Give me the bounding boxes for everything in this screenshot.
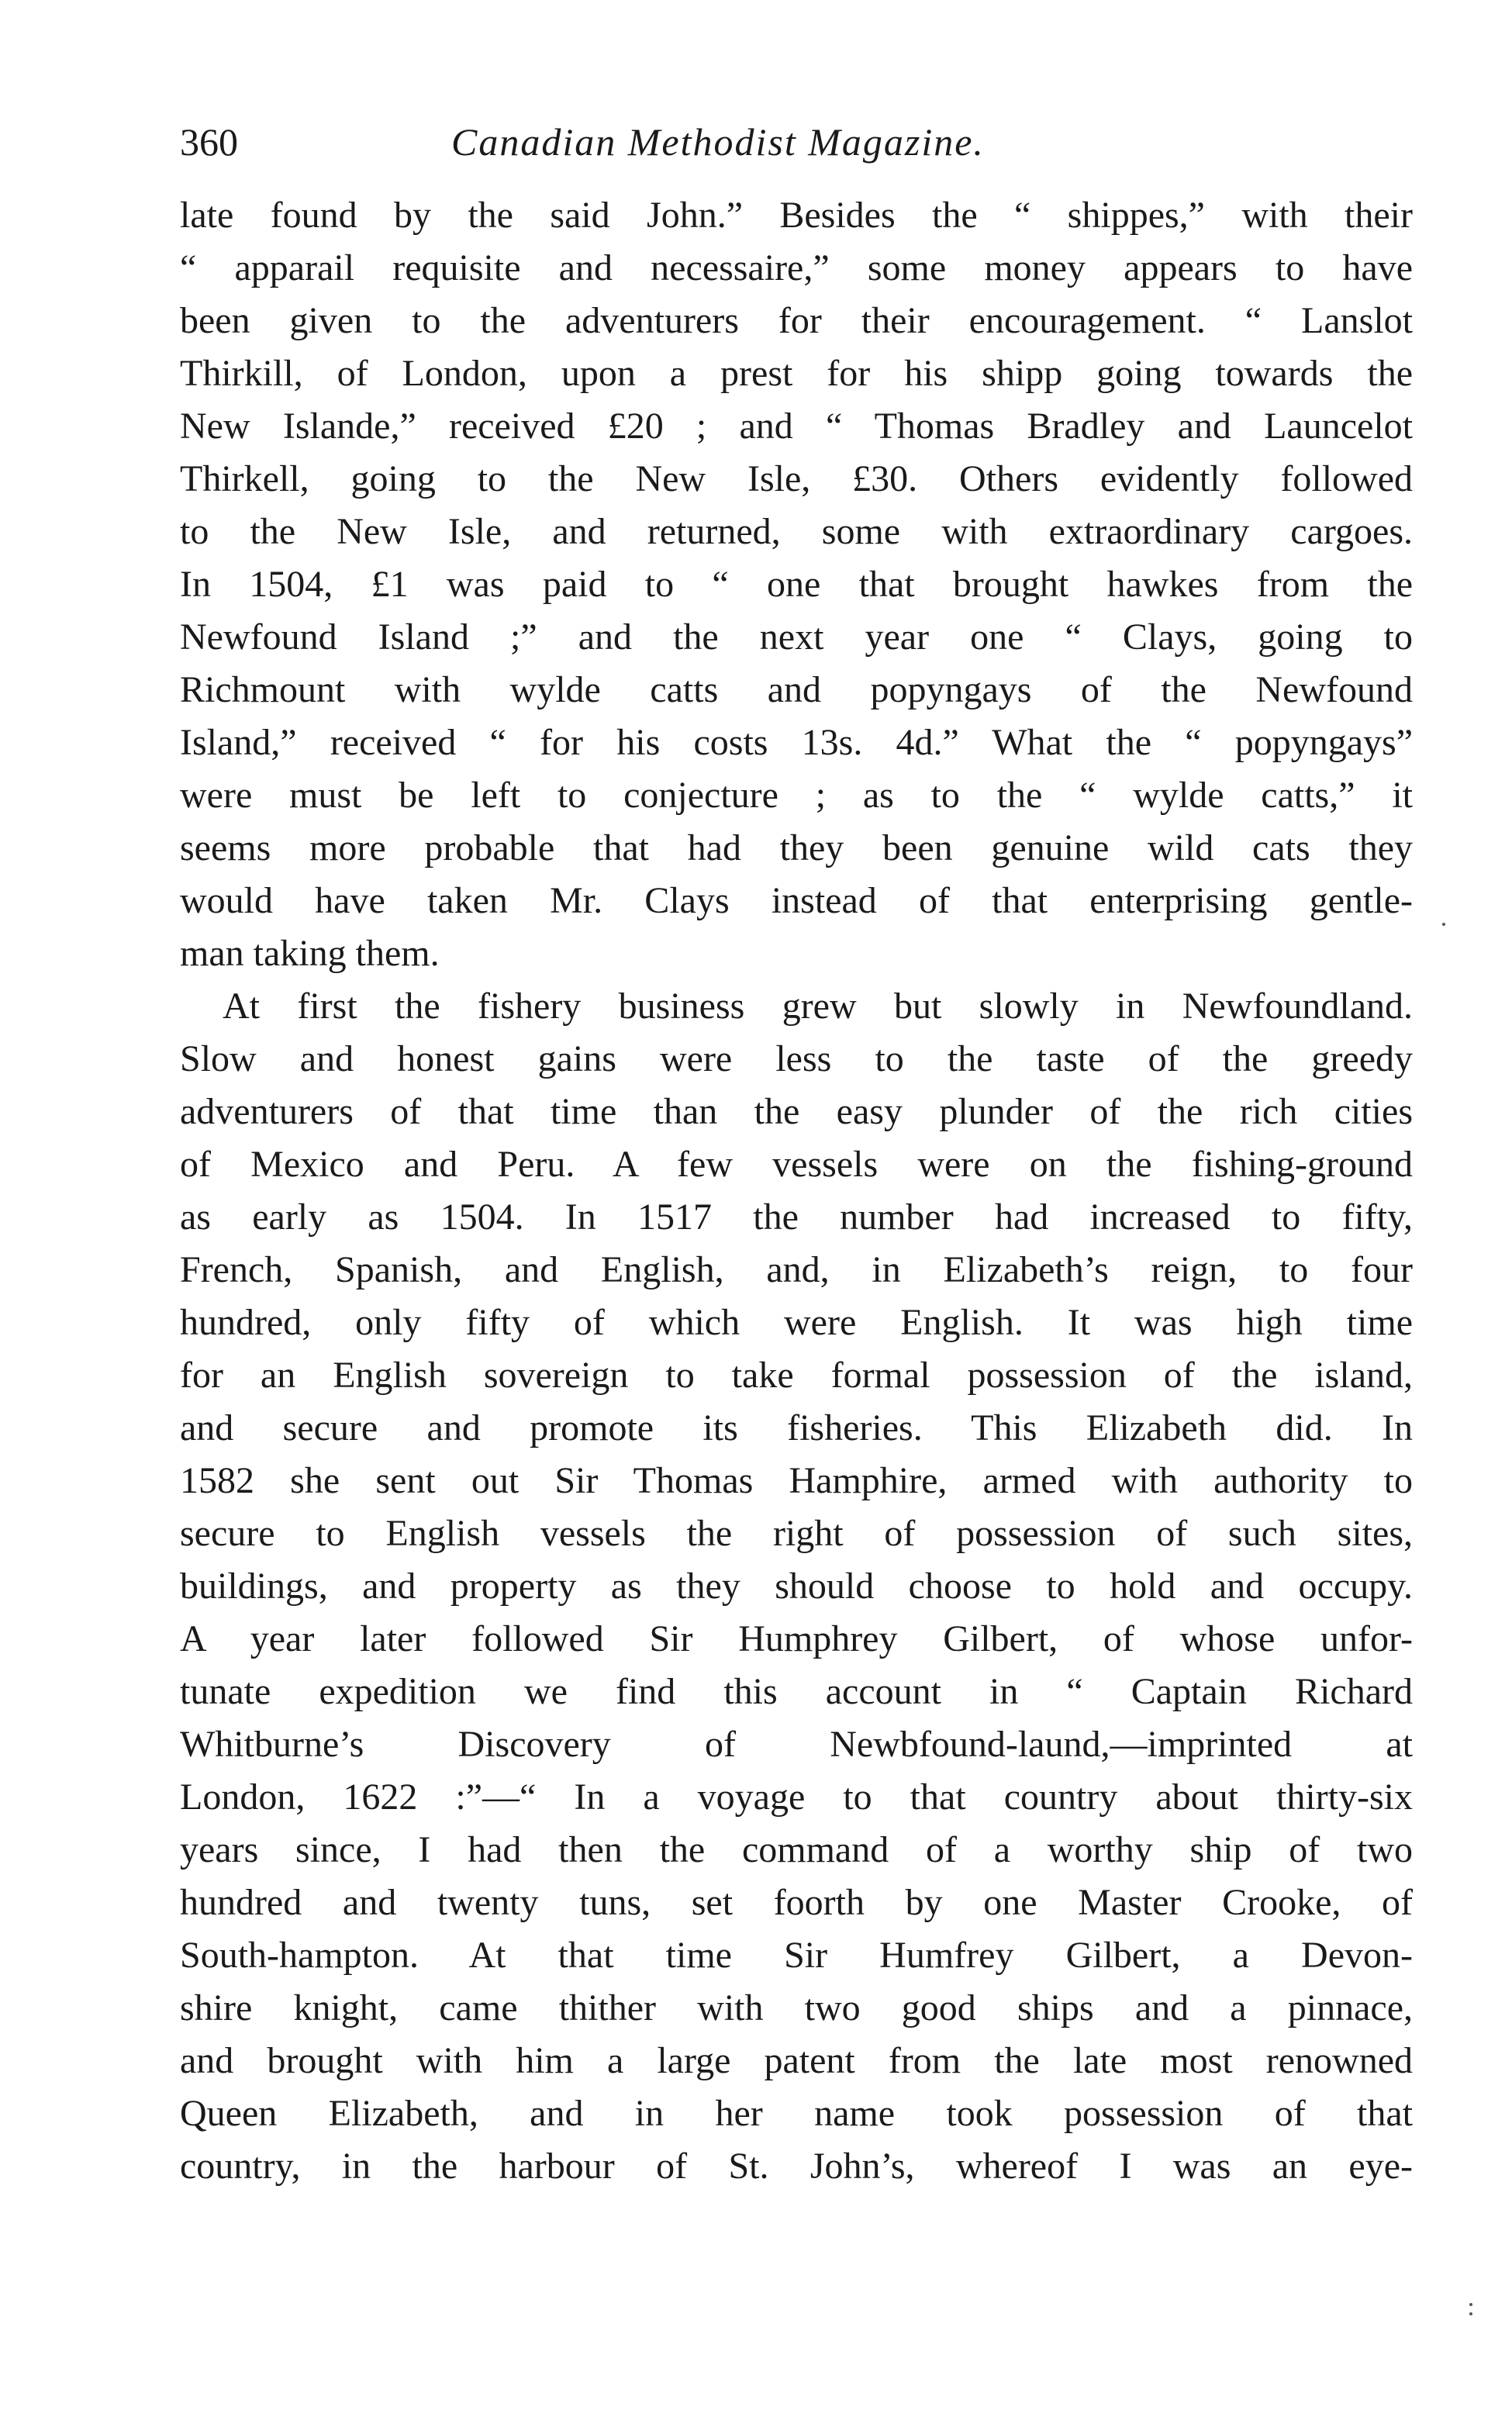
text-line: South-hampton. At that time Sir Humfrey Gilbert, a Devon- bbox=[180, 1935, 1413, 1976]
text-line: seems more probable that had they been genuine wild cats they bbox=[180, 827, 1413, 868]
text-line: Thirkell, going to the New Isle, £30. Others evidently followed bbox=[180, 458, 1413, 499]
text-line: shire knight, came thither with two good ships and a pinnace, bbox=[180, 1987, 1413, 2028]
text-line: for an English sovereign to take formal possession of the island, bbox=[180, 1355, 1413, 1396]
text-line: would have taken Mr. Clays instead of that enterprising gentle- bbox=[180, 880, 1413, 921]
text-line: London, 1622 :”—“ In a voyage to that country about thirty-six bbox=[180, 1776, 1413, 1818]
text-line: tunate expedition we find this account in “ Captain Richard bbox=[180, 1671, 1413, 1712]
text-line: as early as 1504. In 1517 the number had increased to fifty, bbox=[180, 1196, 1413, 1238]
text-line: New Islande,” received £20 ; and “ Thomas Bradley and Launcelot bbox=[180, 406, 1413, 447]
text-line: Slow and honest gains were less to the taste of the greedy bbox=[180, 1038, 1413, 1079]
text-line: “ apparail requisite and necessaire,” some money appears to have bbox=[180, 247, 1413, 288]
text-line: 1582 she sent out Sir Thomas Hamphire, armed with authority to bbox=[180, 1460, 1413, 1501]
scan-speck bbox=[1442, 923, 1445, 926]
page-number: 360 bbox=[180, 120, 238, 164]
text-line: to the New Isle, and returned, some with extraordinary cargoes. bbox=[180, 511, 1413, 552]
running-head bbox=[180, 115, 1413, 169]
text-line: Richmount with wylde catts and popyngays of the Newfound bbox=[180, 669, 1413, 710]
text-line: hundred, only fifty of which were English. It was high time bbox=[180, 1302, 1413, 1343]
scan-speck bbox=[1469, 2303, 1472, 2306]
text-line: Island,” received “ for his costs 13s. 4d.” What the “ popyngays” bbox=[180, 722, 1413, 763]
text-line: Whitburne’s Discovery of Newbfound-laund,—imprinted at bbox=[180, 1724, 1413, 1765]
text-line: adventurers of that time than the easy plunder of the rich cities bbox=[180, 1091, 1413, 1132]
text-line: Newfound Island ;” and the next year one “ Clays, going to bbox=[180, 616, 1413, 658]
text-line: A year later followed Sir Humphrey Gilbert, of whose unfor- bbox=[180, 1618, 1413, 1659]
text-line: been given to the adventurers for their encouragement. “ Lanslot bbox=[180, 300, 1413, 341]
scan-speck bbox=[1469, 2312, 1472, 2315]
text-line: Thirkill, of London, upon a prest for his shipp going towards the bbox=[180, 353, 1413, 394]
text-line: years since, I had then the command of a worthy ship of two bbox=[180, 1829, 1413, 1870]
text-line: At first the fishery business grew but slowly in Newfoundland. bbox=[223, 986, 1413, 1027]
text-line: hundred and twenty tuns, set foorth by one Master Crooke, of bbox=[180, 1882, 1413, 1923]
text-line: French, Spanish, and English, and, in Elizabeth’s reign, to four bbox=[180, 1249, 1413, 1290]
text-line: were must be left to conjecture ; as to the “ wylde catts,” it bbox=[180, 775, 1413, 816]
text-line: of Mexico and Peru. A few vessels were on the fishing-ground bbox=[180, 1144, 1413, 1185]
text-line: and secure and promote its fisheries. This Elizabeth did. In bbox=[180, 1407, 1413, 1448]
text-line: Queen Elizabeth, and in her name took possession of that bbox=[180, 2093, 1413, 2134]
journal-title: Canadian Methodist Magazine. bbox=[451, 120, 985, 164]
text-line: In 1504, £1 was paid to “ one that brought hawkes from the bbox=[180, 564, 1413, 605]
text-line: secure to English vessels the right of possession of such sites, bbox=[180, 1513, 1413, 1554]
text-line: country, in the harbour of St. John’s, whereof I was an eye- bbox=[180, 2146, 1413, 2187]
body-text bbox=[180, 189, 1413, 2193]
text-line: man taking them. bbox=[180, 933, 440, 974]
text-line: buildings, and property as they should choose to hold and occupy. bbox=[180, 1566, 1413, 1607]
text-line: and brought with him a large patent from the late most renowned bbox=[180, 2040, 1413, 2081]
text-line: late found by the said John.” Besides the “ shippes,” with their bbox=[180, 195, 1413, 236]
